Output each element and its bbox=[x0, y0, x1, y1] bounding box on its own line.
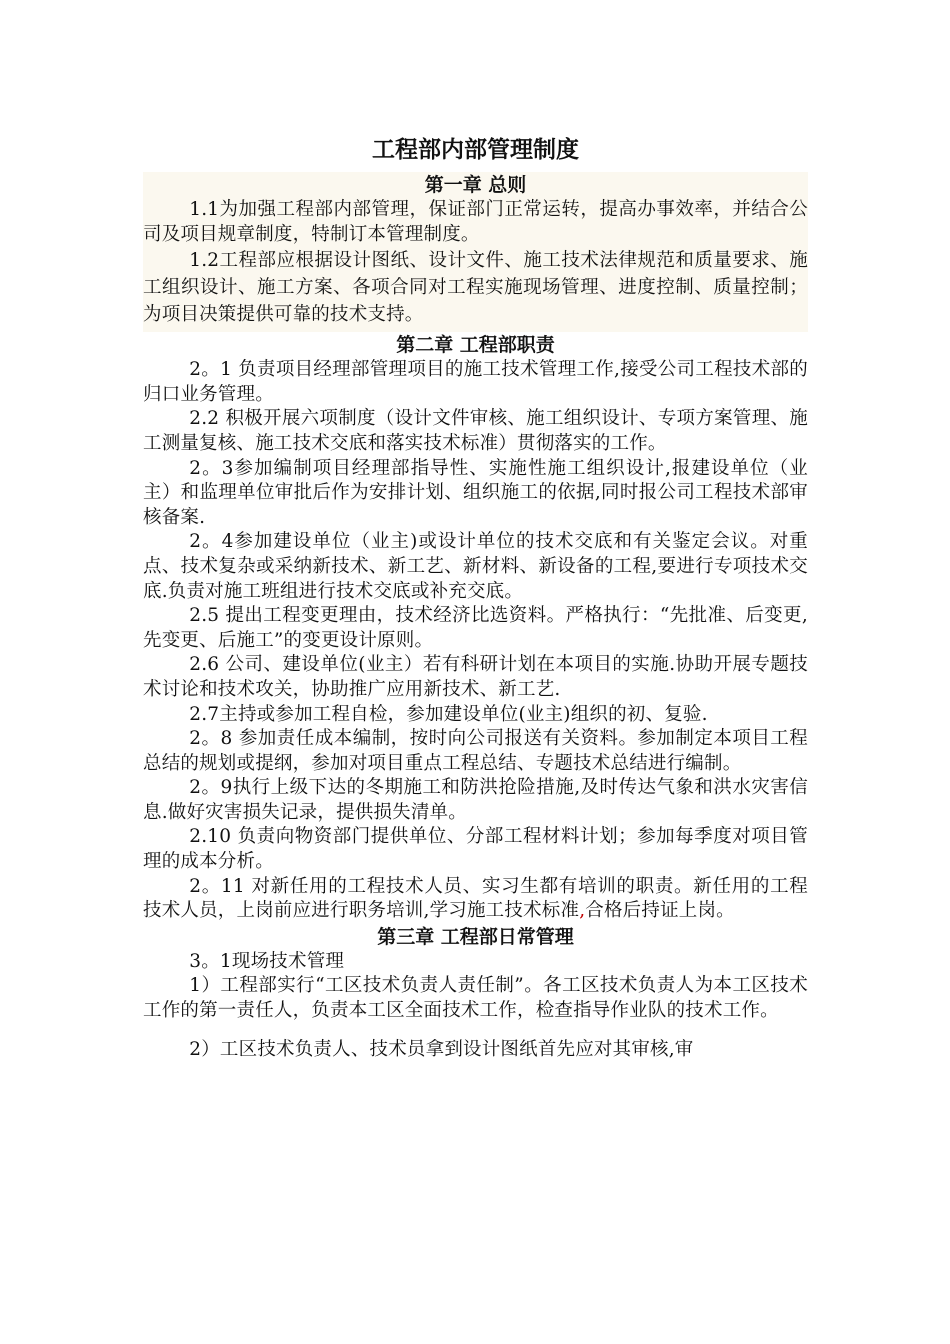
paragraph-2-6: 2.6 公司、建设单位(业主）若有科研计划在本项目的实施.协助开展专题技术讨论和技术攻关，协助推广应用新技术、新工艺. bbox=[143, 654, 808, 700]
chapter-3 bbox=[143, 924, 808, 1062]
paragraph-2-4: 2。4参加建设单位（业主)或设计单位的技术交底和有关鉴定会议。对重点、技术复杂或采纳新技术、新工艺、新材料、新设备的工程,要进行专项技术交底.负责对施工班组进行技术交底或补充交底。 bbox=[143, 531, 808, 602]
paragraph-2-11-tail: 合格后持证上岗。 bbox=[585, 900, 735, 922]
paragraph-2-3: 2。3参加编制项目经理部指导性、实施性施工组织设计,报建设单位（业主）和监理单位审批后作为安排计划、组织施工的依据,同时报公司工程技术部审核备案. bbox=[143, 457, 808, 528]
document-page bbox=[143, 128, 808, 1062]
paragraph-2-11-text: 2。11 对新任用的工程技术人员、实习生都有培训的职责。新任用的工程技术人员，上岗前应进行职务培训,学习施工技术标准 bbox=[143, 875, 808, 922]
chapter-3-heading: 第三章 工程部日常管理 bbox=[377, 925, 574, 948]
chapter-1-heading: 第一章 总则 bbox=[424, 174, 527, 196]
paragraph-2-2: 2.2 积极开展六项制度（设计文件审核、施工组织设计、专项方案管理、施工测量复核、施工技术交底和落实技术标准）贯彻落实的工作。 bbox=[143, 408, 808, 454]
paragraph-2-7: 2.7主持或参加工程自检，参加建设单位(业主)组织的初、复验. bbox=[189, 703, 708, 725]
paragraph-2-5: 2.5 提出工程变更理由，技术经济比选资料。严格执行：“先批准、后变更,先变更、后施工”的变更设计原则。 bbox=[143, 605, 808, 651]
paragraph-3-1-1: 1）工程部实行“工区技术负责人责任制”。各工区技术负责人为本工区技术工作的第一责任人，负责本工区全面技术工作，检查指导作业队的技术工作。 bbox=[143, 975, 808, 1022]
paragraph-2-8: 2。8 参加责任成本编制，按时向公司报送有关资料。参加制定本项目工程总结的规划或提纲，参加对项目重点工程总结、专题技术总结进行编制。 bbox=[143, 728, 808, 774]
paragraph-2-9: 2。9执行上级下达的冬期施工和防洪抢险措施,及时传达气象和洪水灾害信息.做好灾害损失记录，提供损失清单。 bbox=[143, 777, 808, 823]
paragraph-2-1: 2。1 负责项目经理部管理项目的施工技术管理工作,接受公司工程技术部的归口业务管理。 bbox=[143, 359, 808, 405]
chapter-1 bbox=[143, 172, 808, 332]
paragraph-1-2: 1.2工程部应根据设计图纸、设计文件、施工技术法律规范和质量要求、施工组织设计、施工方案、各项合同对工程实施现场管理、进度控制、质量控制；为项目决策提供可靠的技术支持。 bbox=[143, 250, 808, 326]
document-title: 工程部内部管理制度 bbox=[372, 137, 579, 163]
chapter-2-heading: 第二章 工程部职责 bbox=[396, 334, 555, 357]
paragraph-2-11 bbox=[143, 875, 808, 924]
chapter-2 bbox=[143, 332, 808, 924]
paragraph-1-1: 1.1为加强工程部内部管理，保证部门正常运转，提高办事效率，并结合公司及项目规章制度，特制订本管理制度。 bbox=[143, 199, 808, 245]
paragraph-2-10: 2.10 负责向物资部门提供单位、分部工程材料计划；参加每季度对项目管理的成本分析。 bbox=[143, 826, 808, 873]
paragraph-3-1-2: 2）工区技术负责人、技术员拿到设计图纸首先应对其审核,审 bbox=[189, 1038, 694, 1060]
paragraph-3-1: 3。1现场技术管理 bbox=[189, 950, 345, 972]
red-comma-mark: , bbox=[579, 900, 586, 922]
